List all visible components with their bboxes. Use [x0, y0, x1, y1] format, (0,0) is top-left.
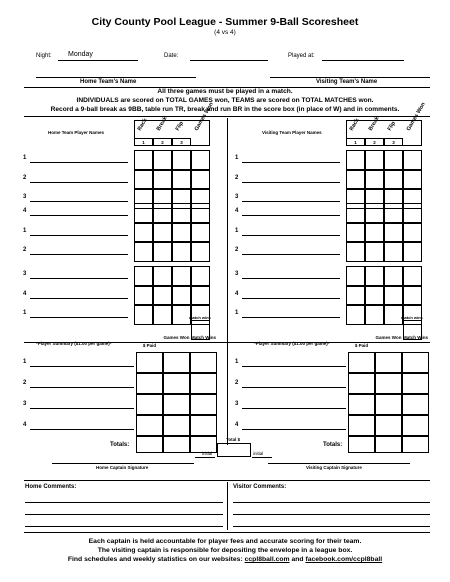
home-score-cell[interactable] — [172, 223, 191, 243]
date-field[interactable] — [190, 60, 268, 61]
visiting-player-name-field[interactable] — [242, 278, 340, 279]
visiting-summary-name-field[interactable] — [242, 408, 346, 409]
visiting-signature-field[interactable] — [268, 463, 410, 464]
visiting-summary-cell[interactable] — [348, 394, 375, 415]
home-summary-cell[interactable] — [163, 415, 190, 436]
home-score-cell[interactable] — [172, 203, 191, 223]
home-comment-line[interactable] — [25, 526, 223, 527]
home-score-cell[interactable] — [153, 286, 172, 306]
visiting-rack-number: 2 — [365, 138, 384, 146]
home-row-number: 2 — [23, 247, 27, 253]
home-score-cell[interactable] — [153, 203, 172, 223]
comments-divider — [227, 482, 228, 530]
visiting-summary-row-number: 2 — [235, 380, 239, 386]
home-header-break: Break — [155, 115, 169, 132]
home-player-name-field[interactable] — [30, 201, 128, 202]
visiting-score-cell[interactable] — [403, 286, 422, 306]
visiting-row-number: 2 — [235, 174, 239, 181]
visitor-comment-line[interactable] — [233, 502, 430, 503]
home-score-cell[interactable] — [134, 242, 153, 262]
home-player-name-field[interactable] — [30, 254, 128, 255]
home-team-field[interactable] — [36, 77, 196, 78]
visiting-team-label: Visiting Team's Name — [316, 79, 378, 85]
visiting-score-cell[interactable] — [365, 223, 384, 243]
home-summary-row-number: 4 — [23, 422, 27, 428]
home-totals-cell[interactable] — [163, 436, 190, 453]
home-score-cell[interactable] — [134, 170, 153, 190]
visiting-summary-cell[interactable] — [402, 373, 429, 394]
footer-line-2: The visiting captain is responsible for depositing the envelope in a league box. — [97, 547, 353, 554]
home-score-cell[interactable] — [191, 150, 210, 170]
night-label: Night: — [36, 53, 52, 59]
visiting-player-name-field[interactable] — [242, 254, 340, 255]
visiting-player-names-label: Visiting Team Player Names — [262, 130, 322, 135]
home-score-cell[interactable] — [191, 170, 210, 190]
visiting-team-field[interactable] — [270, 77, 430, 78]
home-signature-label: Home Captain Signature — [96, 465, 149, 470]
visiting-score-cell[interactable] — [384, 203, 403, 223]
visitor-comment-line[interactable] — [233, 514, 430, 515]
home-summary-header-games_won: Games Won — [163, 335, 190, 340]
visiting-summary-cell[interactable] — [375, 415, 402, 436]
visitor-comments-label: Visitor Comments: — [233, 484, 287, 490]
home-score-cell[interactable] — [153, 170, 172, 190]
visiting-score-cell[interactable] — [346, 305, 365, 325]
instruction-1: All three games must be played in a match. — [157, 88, 293, 95]
visiting-row-number: 2 — [235, 247, 239, 253]
visiting-player-name-field[interactable] — [242, 235, 340, 236]
home-score-cell[interactable] — [153, 150, 172, 170]
visiting-score-cell[interactable] — [365, 170, 384, 190]
visiting-player-name-field[interactable] — [242, 298, 340, 299]
played-at-field[interactable] — [322, 60, 404, 61]
visiting-summary-name-field[interactable] — [242, 387, 346, 388]
home-player-name-field[interactable] — [30, 235, 128, 236]
total-dollar-box[interactable] — [217, 443, 251, 457]
home-rack-number: 3 — [172, 138, 191, 146]
home-summary-title: *Player Summary ($1.00 per game)* — [36, 341, 112, 346]
visiting-row-number: 3 — [235, 194, 239, 200]
visiting-summary-cell[interactable] — [348, 415, 375, 436]
footer-line-3 — [0, 556, 450, 563]
divider — [24, 532, 430, 533]
visiting-summary-cell[interactable] — [402, 394, 429, 415]
home-row-number: 1 — [23, 310, 27, 316]
home-score-cell[interactable] — [191, 266, 210, 286]
home-summary-name-field[interactable] — [30, 387, 134, 388]
total-dollar-label: Total $ — [226, 437, 241, 442]
home-row-number: 4 — [23, 290, 27, 297]
home-score-cell[interactable] — [134, 305, 153, 325]
visiting-summary-row-number: 4 — [235, 422, 239, 428]
visiting-player-name-field[interactable] — [242, 162, 340, 163]
home-score-cell[interactable] — [191, 242, 210, 262]
home-summary-row-number: 1 — [23, 359, 27, 365]
visiting-score-cell[interactable] — [346, 150, 365, 170]
home-score-cell[interactable] — [134, 266, 153, 286]
home-score-cell[interactable] — [172, 242, 191, 262]
visiting-score-cell[interactable] — [346, 266, 365, 286]
home-summary-cell[interactable] — [163, 394, 190, 415]
home-player-name-field[interactable] — [30, 278, 128, 279]
initial-label-visiting: initial — [253, 451, 264, 456]
visiting-summary-cell[interactable] — [348, 373, 375, 394]
home-rack-number: 2 — [153, 138, 172, 146]
home-summary-header-match_wins: Match Wins — [191, 335, 216, 340]
visiting-header-games_won: Games Won — [405, 101, 427, 132]
home-summary-row-number: 2 — [23, 380, 27, 386]
visiting-summary-cell[interactable] — [348, 352, 375, 373]
visiting-score-cell[interactable] — [346, 170, 365, 190]
initial-line-visiting[interactable] — [252, 457, 272, 458]
visiting-summary-header-match_wins: Match Wins — [403, 335, 428, 340]
night-line — [58, 60, 138, 61]
visiting-row-number: 3 — [235, 271, 239, 277]
home-score-cell[interactable] — [191, 223, 210, 243]
home-player-name-field[interactable] — [30, 182, 128, 183]
home-player-name-field[interactable] — [30, 298, 128, 299]
initial-label-home: initial — [202, 451, 213, 456]
visiting-score-cell[interactable] — [403, 266, 422, 286]
footer-prefix: Find schedules and weekly statistics on our websites: — [67, 556, 243, 563]
home-header-rack: Rack — [136, 117, 149, 132]
visiting-score-cell[interactable] — [365, 286, 384, 306]
home-comment-line[interactable] — [25, 502, 223, 503]
home-rack-number: 1 — [134, 138, 153, 146]
home-team-label: Home Team's Name — [80, 79, 137, 85]
home-summary-cell[interactable] — [136, 415, 163, 436]
visiting-summary-cell[interactable] — [375, 352, 402, 373]
visiting-summary-name-field[interactable] — [242, 429, 346, 430]
home-player-name-field[interactable] — [30, 317, 128, 318]
divider — [24, 116, 430, 117]
visiting-score-cell[interactable] — [346, 203, 365, 223]
home-row-number: 3 — [23, 194, 27, 200]
home-score-cell[interactable] — [153, 266, 172, 286]
home-score-cell[interactable] — [172, 286, 191, 306]
home-comments-label: Home Comments: — [25, 484, 77, 490]
visiting-totals-cell[interactable] — [375, 436, 402, 453]
visiting-summary-name-field[interactable] — [242, 366, 346, 367]
instruction-2: INDIVIDUALS are scored on TOTAL GAMES won, TEAMS are scored on TOTAL MATCHES won. — [76, 97, 374, 104]
visiting-score-cell[interactable] — [403, 223, 422, 243]
home-score-cell[interactable] — [134, 203, 153, 223]
divider — [24, 480, 430, 481]
visiting-score-cell[interactable] — [346, 242, 365, 262]
visiting-score-cell[interactable] — [365, 305, 384, 325]
visiting-row-number: 1 — [235, 227, 239, 234]
home-summary-cell[interactable] — [190, 394, 217, 415]
visiting-score-cell[interactable] — [346, 286, 365, 306]
home-row-number: 1 — [23, 227, 27, 234]
home-score-cell[interactable] — [191, 203, 210, 223]
visiting-row-number: 1 — [235, 310, 239, 316]
visiting-score-cell[interactable] — [384, 150, 403, 170]
footer-and: and — [291, 556, 304, 563]
visiting-summary-cell[interactable] — [402, 352, 429, 373]
visiting-totals-cell[interactable] — [348, 436, 375, 453]
home-summary-cell[interactable] — [190, 352, 217, 373]
visiting-score-cell[interactable] — [403, 203, 422, 223]
visiting-score-cell[interactable] — [384, 223, 403, 243]
visiting-row-number: 1 — [235, 155, 239, 161]
visiting-score-cell[interactable] — [384, 286, 403, 306]
visiting-summary-header-paid: $ Paid — [354, 343, 369, 348]
home-row-number: 4 — [23, 208, 27, 214]
visitor-comment-line[interactable] — [233, 526, 430, 527]
home-score-cell[interactable] — [172, 266, 191, 286]
visiting-score-cell[interactable] — [365, 242, 384, 262]
home-player-names-label: Home Team Player Names — [48, 130, 104, 135]
visiting-score-cell[interactable] — [403, 242, 422, 262]
home-score-cell[interactable] — [153, 242, 172, 262]
home-score-cell[interactable] — [134, 150, 153, 170]
home-header-box — [134, 117, 210, 146]
visiting-summary-title: *Player Summary ($1.00 per game)* — [254, 341, 330, 346]
visiting-summary-cell[interactable] — [375, 394, 402, 415]
home-summary-header-paid: $ Paid — [142, 343, 157, 348]
visiting-summary-row-number: 3 — [235, 401, 239, 407]
visiting-totals-cell[interactable] — [402, 436, 429, 453]
home-summary-name-field[interactable] — [30, 429, 134, 430]
center-divider — [227, 118, 228, 445]
home-header-games_won: Games Won — [193, 101, 215, 132]
visiting-header-flip: Flip — [386, 120, 397, 132]
visiting-player-name-field[interactable] — [242, 201, 340, 202]
visiting-player-name-field[interactable] — [242, 215, 340, 216]
visiting-match-wins-label: match wins — [401, 315, 423, 320]
night-value[interactable]: Monday — [68, 51, 93, 58]
played-at-label: Played at: — [288, 53, 315, 59]
date-label: Date: — [164, 53, 179, 59]
home-totals-label: Totals: — [110, 442, 130, 448]
visiting-rack-number: 3 — [384, 138, 403, 146]
visiting-score-cell[interactable] — [346, 223, 365, 243]
home-score-cell[interactable] — [172, 170, 191, 190]
visiting-score-cell[interactable] — [384, 170, 403, 190]
home-player-name-field[interactable] — [30, 162, 128, 163]
visiting-score-cell[interactable] — [384, 266, 403, 286]
visiting-score-cell[interactable] — [403, 170, 422, 190]
home-totals-cell[interactable] — [136, 436, 163, 453]
home-summary-cell[interactable] — [163, 373, 190, 394]
visiting-row-number: 4 — [235, 208, 239, 214]
home-header-flip: Flip — [174, 120, 185, 132]
home-summary-cell[interactable] — [190, 415, 217, 436]
visiting-score-cell[interactable] — [365, 150, 384, 170]
visiting-score-cell[interactable] — [403, 150, 422, 170]
home-row-number: 3 — [23, 271, 27, 277]
visiting-player-name-field[interactable] — [242, 317, 340, 318]
home-summary-cell[interactable] — [136, 373, 163, 394]
home-signature-field[interactable] — [52, 463, 194, 464]
visiting-score-cell[interactable] — [384, 242, 403, 262]
visiting-summary-header-games_won: Games Won — [375, 335, 402, 340]
home-match-wins-label: match wins — [189, 315, 211, 320]
visiting-score-cell[interactable] — [365, 203, 384, 223]
visiting-player-name-field[interactable] — [242, 182, 340, 183]
visiting-summary-cell[interactable] — [402, 415, 429, 436]
home-summary-cell[interactable] — [136, 394, 163, 415]
home-summary-cell[interactable] — [163, 352, 190, 373]
visiting-row-number: 4 — [235, 290, 239, 297]
home-row-number: 2 — [23, 174, 27, 181]
home-score-cell[interactable] — [172, 150, 191, 170]
page-subtitle: (4 vs 4) — [214, 29, 236, 36]
home-player-name-field[interactable] — [30, 215, 128, 216]
home-summary-name-field[interactable] — [30, 408, 134, 409]
home-score-cell[interactable] — [134, 286, 153, 306]
visiting-summary-row-number: 1 — [235, 359, 239, 365]
home-comment-line[interactable] — [25, 514, 223, 515]
visiting-rack-number: 1 — [346, 138, 365, 146]
visiting-signature-label: Visiting Captain Signature — [306, 465, 362, 470]
website-link[interactable]: ccpl8ball.com — [244, 556, 290, 563]
home-score-cell[interactable] — [153, 305, 172, 325]
visiting-totals-label: Totals: — [323, 442, 343, 448]
home-row-number: 1 — [23, 155, 27, 161]
visiting-header-rack: Rack — [348, 117, 361, 132]
visiting-header-box — [346, 117, 422, 146]
home-score-cell[interactable] — [134, 223, 153, 243]
page-title: City County Pool League - Summer 9-Ball Scoresheet — [91, 16, 359, 28]
home-summary-cell[interactable] — [190, 373, 217, 394]
instruction-3: Record a 9-ball break as 9BB, table run TR, break and run BR in the score box (in place of W) and in comments. — [50, 106, 400, 113]
initial-line-home[interactable] — [195, 457, 215, 458]
home-summary-name-field[interactable] — [30, 366, 134, 367]
facebook-link[interactable]: facebook.com/ccpl8ball — [305, 556, 383, 563]
footer-line-1: Each captain is held accountable for player fees and accurate scoring for their team. — [88, 538, 362, 545]
home-score-cell[interactable] — [191, 286, 210, 306]
home-score-cell[interactable] — [153, 223, 172, 243]
home-summary-row-number: 3 — [23, 401, 27, 407]
visiting-summary-cell[interactable] — [375, 373, 402, 394]
home-summary-cell[interactable] — [136, 352, 163, 373]
visiting-header-break: Break — [367, 115, 381, 132]
visiting-score-cell[interactable] — [365, 266, 384, 286]
